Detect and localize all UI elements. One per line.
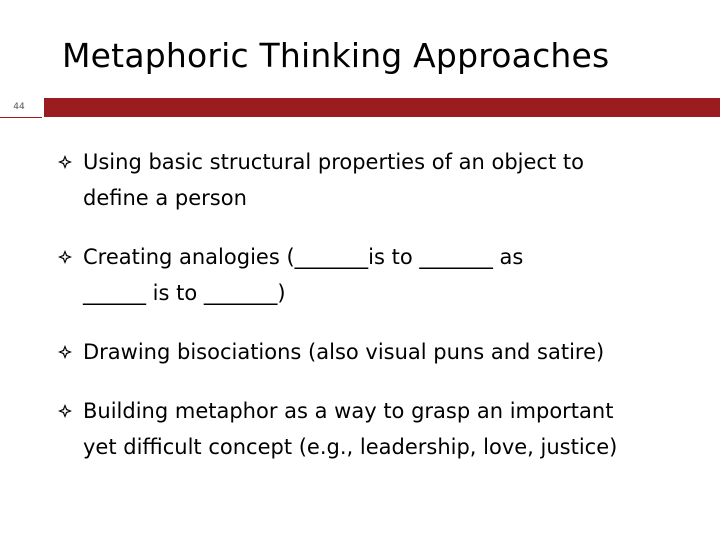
bullet-item xyxy=(58,144,698,216)
bullet-item xyxy=(58,334,698,370)
bullet-item xyxy=(58,393,698,465)
four-petal-diamond-icon xyxy=(58,250,72,264)
accent-bar xyxy=(44,98,720,117)
bullet-text-line: ______ is to _______) xyxy=(83,281,286,305)
bullet-text-line: Using basic structural properties of an object to xyxy=(83,150,584,174)
bullet-text-line: Drawing bisociations (also visual puns and satire) xyxy=(83,340,605,364)
bullet-text-line: yet difficult concept (e.g., leadership, love, justice) xyxy=(83,435,618,459)
slide-number-rule xyxy=(0,117,42,118)
bullet-text-line: define a person xyxy=(83,186,247,210)
four-petal-diamond-icon xyxy=(58,155,72,169)
bullet-text-line: Building metaphor as a way to grasp an important xyxy=(83,399,614,423)
bullet-text-line: Creating analogies (_______is to _______ as xyxy=(83,245,524,269)
bullet-item xyxy=(58,239,698,311)
slide-number: 44 xyxy=(13,102,25,112)
bullet-list xyxy=(58,144,698,465)
slide-title: Metaphoric Thinking Approaches xyxy=(62,36,610,75)
four-petal-diamond-icon xyxy=(58,345,72,359)
four-petal-diamond-icon xyxy=(58,404,72,418)
